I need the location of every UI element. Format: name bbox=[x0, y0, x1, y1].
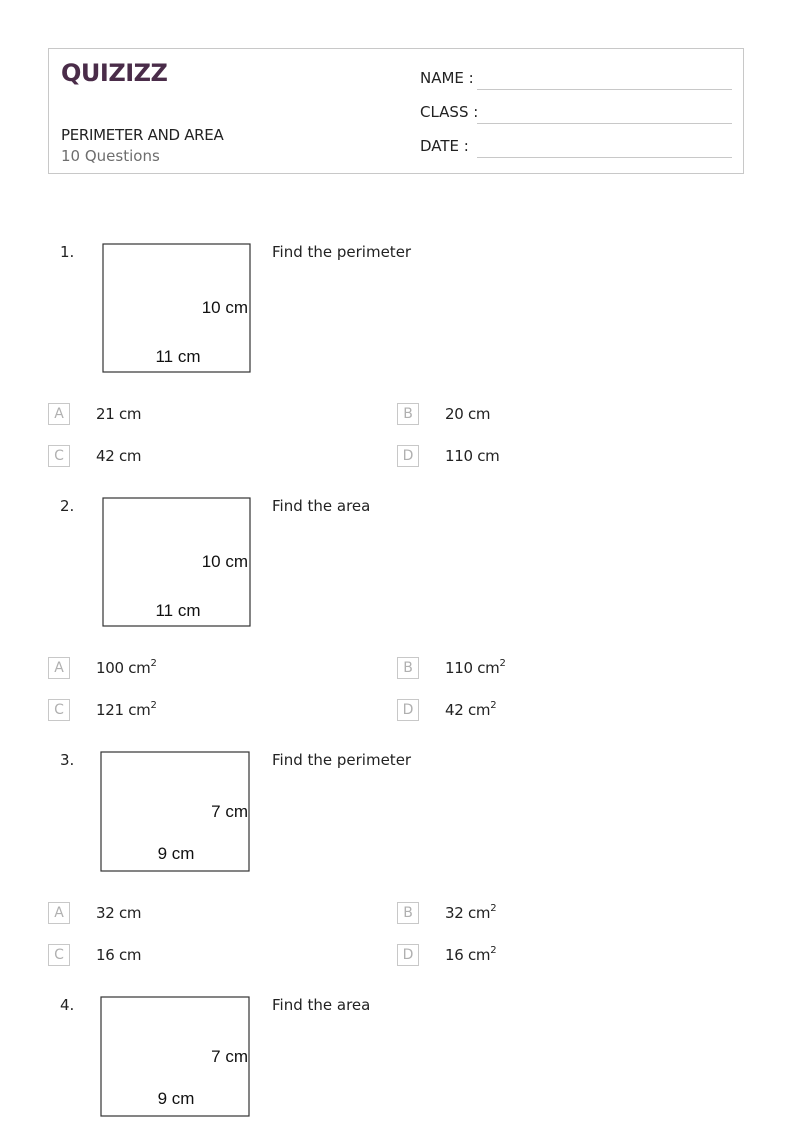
option-b-text: 32 $cm^2$ bbox=[445, 903, 497, 922]
option-c-text: 42 cm bbox=[96, 447, 142, 465]
bottom-length-label: 11 cm bbox=[155, 347, 201, 366]
question-count: 10 Questions bbox=[61, 147, 160, 165]
rectangle-figure bbox=[102, 497, 252, 629]
rectangle-figure bbox=[100, 996, 252, 1118]
option-d-box[interactable]: D bbox=[397, 944, 419, 966]
option-d-text: 16 $cm^2$ bbox=[445, 945, 497, 964]
option-b-box[interactable]: B bbox=[397, 403, 419, 425]
quizizz-logo: QUIZIZZ bbox=[61, 59, 168, 87]
question-number: 2. bbox=[60, 497, 75, 515]
question-text: Find the area bbox=[272, 497, 371, 515]
rectangle-figure bbox=[102, 243, 252, 375]
bottom-length-label: 9 cm bbox=[157, 844, 195, 863]
option-d-box[interactable]: D bbox=[397, 699, 419, 721]
bottom-length-label: 9 cm bbox=[157, 1089, 195, 1108]
side-length-label: 10 cm bbox=[201, 552, 248, 571]
option-c-text: 121 $cm^2$ bbox=[96, 700, 157, 719]
option-c-text: 16 cm bbox=[96, 946, 142, 964]
date-field[interactable] bbox=[420, 137, 469, 155]
name-label: NAME : bbox=[420, 69, 474, 87]
option-c-box[interactable]: C bbox=[48, 944, 70, 966]
option-d-box[interactable]: D bbox=[397, 445, 419, 467]
option-b-box[interactable]: B bbox=[397, 657, 419, 679]
class-label: CLASS : bbox=[420, 103, 479, 121]
question-number: 1. bbox=[60, 243, 75, 261]
question-text: Find the area bbox=[272, 996, 371, 1014]
name-field[interactable] bbox=[420, 69, 474, 87]
worksheet-title: PERIMETER AND AREA bbox=[61, 126, 224, 144]
name-line bbox=[477, 89, 732, 90]
option-a-text: 100 $cm^2$ bbox=[96, 658, 157, 677]
question-text: Find the perimeter bbox=[272, 751, 412, 769]
class-line bbox=[477, 123, 732, 124]
option-b-text: 110 $cm^2$ bbox=[445, 658, 506, 677]
option-c-box[interactable]: C bbox=[48, 445, 70, 467]
question-text: Find the perimeter bbox=[272, 243, 412, 261]
side-length-label: 10 cm bbox=[201, 298, 248, 317]
option-a-box[interactable]: A bbox=[48, 902, 70, 924]
side-length-label: 7 cm bbox=[211, 802, 248, 821]
class-field[interactable] bbox=[420, 103, 478, 121]
option-a-text: 32 cm bbox=[96, 904, 142, 922]
option-d-text: 110 cm bbox=[445, 447, 500, 465]
date-label: DATE : bbox=[420, 137, 469, 155]
option-a-box[interactable]: A bbox=[48, 403, 70, 425]
side-length-label: 7 cm bbox=[211, 1047, 248, 1066]
question-number: 4. bbox=[60, 996, 75, 1014]
option-b-text: 20 cm bbox=[445, 405, 491, 423]
worksheet-header bbox=[48, 48, 744, 174]
option-c-box[interactable]: C bbox=[48, 699, 70, 721]
option-a-text: 21 cm bbox=[96, 405, 142, 423]
bottom-length-label: 11 cm bbox=[155, 601, 201, 620]
option-d-text: 42 $cm^2$ bbox=[445, 700, 497, 719]
date-line bbox=[477, 157, 732, 158]
rectangle-figure bbox=[100, 751, 252, 873]
option-b-box[interactable]: B bbox=[397, 902, 419, 924]
option-a-box[interactable]: A bbox=[48, 657, 70, 679]
question-number: 3. bbox=[60, 751, 75, 769]
